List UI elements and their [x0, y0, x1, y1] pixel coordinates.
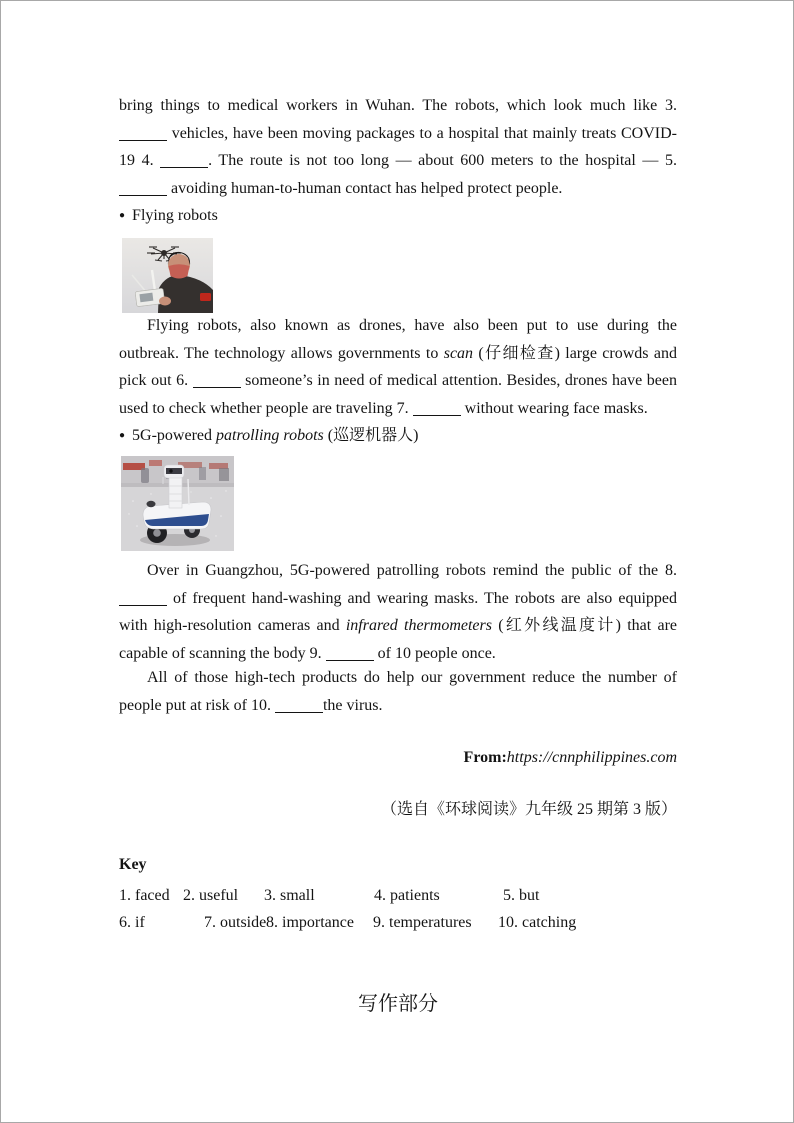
text-run: bring things to medical workers in Wuhan. The robots, which look much like 3. — [119, 97, 677, 114]
blank-answer-8 — [119, 594, 167, 606]
key-answer-2: 2. useful — [183, 887, 239, 904]
key-answer-3: 3. small — [264, 887, 315, 904]
paragraph-flying-robots — [119, 312, 677, 422]
paragraph-guangzhou-robots — [119, 557, 677, 667]
blank-answer-6 — [193, 376, 241, 388]
text-run: Over in Guangzhou, 5G-powered patrolling robots remind the public of the 8. — [147, 562, 677, 579]
bullet-flying-robots — [119, 202, 677, 230]
bullet-patrolling-robots — [119, 422, 677, 450]
bullet-label: 5G-powered — [132, 427, 217, 444]
key-answer-5: 5. but — [503, 887, 540, 904]
bullet-label-cn: (巡逻机器人) — [323, 427, 419, 444]
key-answer-1: 1. faced — [119, 887, 170, 904]
text-run: avoiding human-to-human contact has helped protect people. — [167, 179, 563, 197]
text-run: (仔细检查) large crowds and pick out 6. — [119, 344, 677, 389]
key-answer-9: 9. temperatures — [373, 914, 472, 931]
drone-operator-photo — [122, 238, 213, 313]
key-answer-6: 6. if — [119, 914, 145, 931]
key-answers-row-2 — [119, 909, 719, 937]
blank-answer-5 — [119, 184, 167, 196]
key-answer-8: 8. importance — [266, 914, 354, 931]
text-run: . The route is not too long — about 600 meters to the hospital — 5. — [208, 152, 677, 169]
italic-term-infrared-thermometers: infrared thermometers — [345, 617, 492, 634]
blank-answer-4 — [160, 156, 208, 168]
drone-operator-illustration — [122, 238, 213, 313]
italic-term-patrolling-robots: patrolling robots — [216, 427, 324, 444]
text-run: without wearing face masks. — [460, 399, 648, 417]
attribution-text: （选自《环球阅读》九年级 25 期第 3 版） — [380, 801, 677, 818]
key-answer-7: 7. outside — [204, 914, 267, 931]
text-run: (红外线温度计) that are capable of scanning the body 9. — [119, 617, 677, 662]
source-url: https://cnnphilippines.com — [506, 749, 677, 766]
text-run: Flying robots, also known as drones, have also been put to use during the outbreak. The technology allows governments to — [119, 317, 677, 362]
bullet-label: Flying robots — [132, 207, 218, 224]
paragraph-conclusion — [119, 664, 677, 719]
italic-term-scan: scan — [443, 344, 474, 362]
text-run: vehicles, have been moving packages to a hospital that mainly treats COVID-19 4. — [119, 124, 677, 169]
patrolling-robot-photo — [121, 456, 234, 551]
paragraph-delivery-robots — [119, 92, 677, 202]
blank-answer-10 — [275, 701, 323, 713]
section-header-writing: 写作部分 — [358, 993, 438, 1015]
text-run: of 10 people once. — [373, 644, 496, 662]
key-answer-4: 4. patients — [374, 887, 440, 904]
text-run: the virus. — [322, 696, 383, 714]
source-line — [119, 744, 677, 772]
text-run: All of those high-tech products do help our government reduce the number of people put at risk of 10. — [119, 669, 677, 714]
bullet-icon: ● — [119, 210, 126, 221]
key-title: Key — [119, 856, 147, 873]
patrolling-robot-illustration — [121, 456, 234, 551]
blank-answer-7 — [413, 404, 461, 416]
key-answer-10: 10. catching — [498, 914, 577, 931]
text-run: of frequent hand-washing and wearing masks. The robots are also equipped with high-resolution cameras and — [119, 589, 677, 634]
blank-answer-9 — [326, 649, 374, 661]
blank-answer-3 — [119, 129, 167, 141]
bullet-icon: ● — [119, 430, 126, 441]
key-answers-row-1 — [119, 882, 719, 910]
text-run: someone’s in need of medical attention. Besides, drones have been used to check whether people are traveling 7. — [119, 372, 678, 417]
attribution-line — [119, 796, 677, 824]
source-label: From: — [463, 749, 507, 766]
